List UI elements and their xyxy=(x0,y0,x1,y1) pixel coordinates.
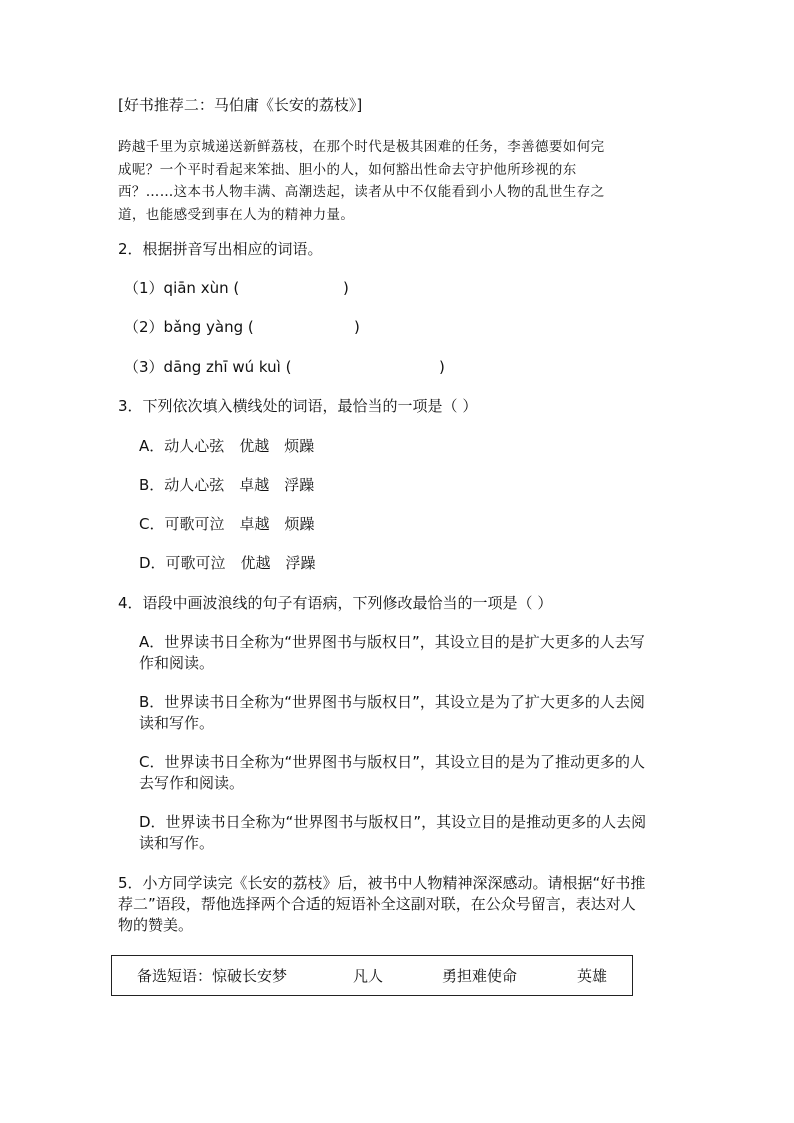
section-heading: [好书推荐二：马伯庸《长安的荔枝》] xyxy=(118,96,363,114)
passage-line: 道，也能感受到事在人为的精神力量。 xyxy=(118,206,355,223)
q3-stem: 3．下列依次填入横线处的词语，最恰当的一项是（ ） xyxy=(118,397,478,415)
q3-option-c: C．可歌可泣 卓越 烦躁 xyxy=(139,515,315,533)
q2-item-1 xyxy=(124,278,239,298)
q4-option-b xyxy=(139,692,684,734)
option-line: B．世界读书日全称为“世界图书与版权日”，其设立是为了扩大更多的人去阅 xyxy=(139,693,645,711)
phrase-options-box xyxy=(111,955,633,996)
item-number: （1） xyxy=(124,279,164,297)
q5-line: 荐二”语段，帮他选择两个合适的短语补全这副对联，在公众号留言，表达对人 xyxy=(118,895,636,913)
q2-item-2 xyxy=(124,317,254,337)
phrase-option: 勇担难使命 xyxy=(442,967,518,985)
item-number: （2） xyxy=(124,318,164,336)
phrase-option: 凡人 xyxy=(353,967,384,985)
q4-option-c xyxy=(139,752,684,794)
passage xyxy=(118,136,678,226)
option-line: C．世界读书日全称为“世界图书与版权日”，其设立目的是为了推动更多的人 xyxy=(139,753,646,771)
pinyin: bǎng yàng ( xyxy=(163,318,254,336)
q3-option-b: B．动人心弦 卓越 浮躁 xyxy=(139,476,315,494)
q2-stem: 2．根据拼音写出相应的词语。 xyxy=(118,240,323,258)
passage-line: 成呢？一个平时看起来笨拙、胆小的人，如何豁出性命去守护他所珍视的东 xyxy=(118,161,577,178)
q3-option-d: D．可歌可泣 优越 浮躁 xyxy=(139,554,316,572)
q3-option-a: A．动人心弦 优越 烦躁 xyxy=(139,437,315,455)
passage-line: 跨越千里为京城递送新鲜荔枝，在那个时代是极其困难的任务，李善德要如何完 xyxy=(118,139,605,155)
q4-stem: 4．语段中画波浪线的句子有语病，下列修改最恰当的一项是（ ） xyxy=(118,594,553,612)
pinyin: qiān xùn ( xyxy=(163,279,240,297)
option-line: D．世界读书日全称为“世界图书与版权日”，其设立目的是推动更多的人去阅 xyxy=(139,813,647,831)
q4-option-d xyxy=(139,812,684,854)
q2-item-2-close: ) xyxy=(354,318,360,336)
q2-item-3 xyxy=(124,357,291,377)
phrase-option: 英雄 xyxy=(577,967,608,985)
phrase-box-label: 备选短语： xyxy=(137,967,213,985)
q5-stem xyxy=(118,873,688,936)
option-line: 作和阅读。 xyxy=(139,654,215,672)
option-line: 读和写作。 xyxy=(139,714,215,732)
item-number: （3） xyxy=(124,358,164,376)
phrase-option: 惊破长安梦 xyxy=(212,967,288,985)
q4-option-a xyxy=(139,632,684,674)
passage-line: 西？……这本书人物丰满、高潮迭起，读者从中不仅能看到小人物的乱世生存之 xyxy=(118,184,605,200)
q5-line: 5．小方同学读完《长安的荔枝》后，被书中人物精神深深感动。请根据“好书推 xyxy=(118,874,646,892)
pinyin: dāng zhī wú kuì ( xyxy=(163,358,292,376)
option-line: 去写作和阅读。 xyxy=(139,774,245,792)
q2-item-3-close: ) xyxy=(439,358,445,376)
option-line: A．世界读书日全称为“世界图书与版权日”，其设立目的是扩大更多的人去写 xyxy=(139,633,645,651)
q5-line: 物的赞美。 xyxy=(118,916,194,934)
q2-item-1-close: ) xyxy=(343,279,349,297)
option-line: 读和写作。 xyxy=(139,834,215,852)
